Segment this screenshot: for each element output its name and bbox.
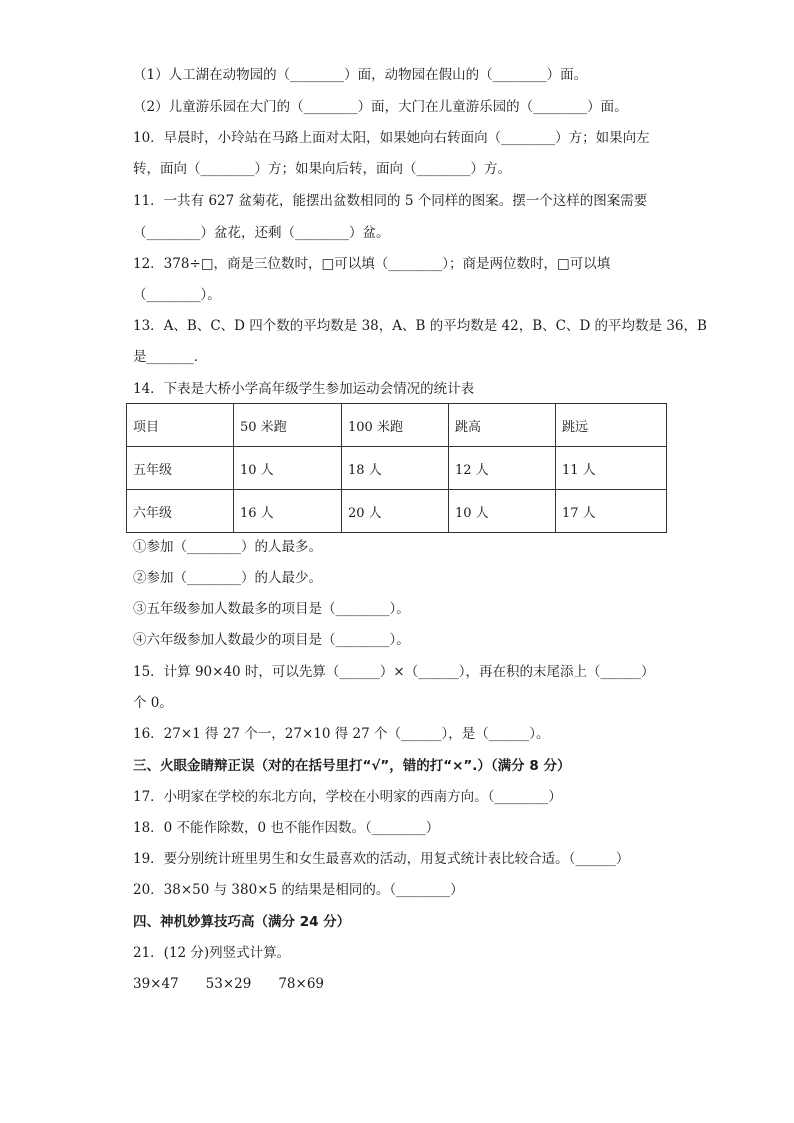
table-row xyxy=(127,447,667,490)
q13-line1: 13．A、B、C、D 四个数的平均数是 38，A、B 的平均数是 42，B、C、D 的平均数是 36，B xyxy=(133,318,707,334)
q11-line1: 11．一共有 627 盆菊花，能摆出盆数相同的 5 个同样的图案。摆一个这样的图案需要 xyxy=(133,193,648,209)
q14-sub3: ③五年级参加人数最多的项目是（________）。 xyxy=(133,601,410,617)
table-header-cell: 100 米跑 xyxy=(342,404,449,447)
q14-sub2: ②参加（________）的人最少。 xyxy=(133,570,322,586)
q19: 19．要分别统计班里男生和女生最喜欢的活动，用复式统计表比较合适。（______） xyxy=(133,851,630,867)
table-cell: 六年级 xyxy=(127,490,234,533)
table-cell: 18 人 xyxy=(342,447,449,490)
section-4-heading: 四、神机妙算技巧高（满分 24 分） xyxy=(133,914,351,930)
q17: 17．小明家在学校的东北方向，学校在小明家的西南方向。（________） xyxy=(133,789,562,805)
table-cell: 11 人 xyxy=(556,447,667,490)
q18: 18．0 不能作除数，0 也不能作因数。（________） xyxy=(133,820,440,836)
q15-line2: 个 0。 xyxy=(133,695,173,711)
q9-part1: （1）人工湖在动物园的（________）面，动物园在假山的（________）面。 xyxy=(133,67,588,83)
table-cell: 16 人 xyxy=(234,490,342,533)
q10-line2: 转，面向（________）方；如果向后转，面向（________）方。 xyxy=(133,161,511,177)
table-header-cell: 跳高 xyxy=(449,404,556,447)
stats-table xyxy=(126,403,667,533)
q21-expressions: 39×47 53×29 78×69 xyxy=(133,976,325,992)
q14-sub1: ①参加（________）的人最多。 xyxy=(133,539,322,555)
table-cell: 10 人 xyxy=(449,490,556,533)
q10-line1: 10．早晨时，小玲站在马路上面对太阳，如果她向右转面向（________）方；如果向左 xyxy=(133,130,650,146)
q12-line1: 12．378÷□，商是三位数时，□可以填（________）；商是两位数时，□可以填 xyxy=(133,256,611,272)
table-header-cell: 50 米跑 xyxy=(234,404,342,447)
q21: 21．(12 分)列竖式计算。 xyxy=(133,945,291,961)
q15-line1: 15．计算 90×40 时，可以先算（______）×（______），再在积的末尾添上（______） xyxy=(133,664,655,680)
table-cell: 10 人 xyxy=(234,447,342,490)
table-cell: 20 人 xyxy=(342,490,449,533)
table-cell: 12 人 xyxy=(449,447,556,490)
q16: 16．27×1 得 27 个一，27×10 得 27 个（______），是（______）。 xyxy=(133,726,550,742)
table-cell: 五年级 xyxy=(127,447,234,490)
q20: 20．38×50 与 380×5 的结果是相同的。（________） xyxy=(133,882,464,898)
q9-part2: （2）儿童游乐园在大门的（________）面，大门在儿童游乐园的（________）面。 xyxy=(133,99,628,115)
table-row xyxy=(127,490,667,533)
q13-line2: 是_______． xyxy=(133,349,208,365)
section-3-heading: 三、火眼金睛辩正误（对的在括号里打“√”，错的打“×”.）（满分 8 分） xyxy=(133,758,571,774)
table-header-cell: 项目 xyxy=(127,404,234,447)
table-cell: 17 人 xyxy=(556,490,667,533)
table-header-cell: 跳远 xyxy=(556,404,667,447)
q14-sub4: ④六年级参加人数最少的项目是（________）。 xyxy=(133,632,410,648)
table-header-row xyxy=(127,404,667,447)
q11-line2: （________）盆花，还剩（________）盆。 xyxy=(133,225,390,241)
q12-line2: （________）。 xyxy=(133,287,221,303)
q14-title: 14．下表是大桥小学高年级学生参加运动会情况的统计表 xyxy=(133,381,475,397)
